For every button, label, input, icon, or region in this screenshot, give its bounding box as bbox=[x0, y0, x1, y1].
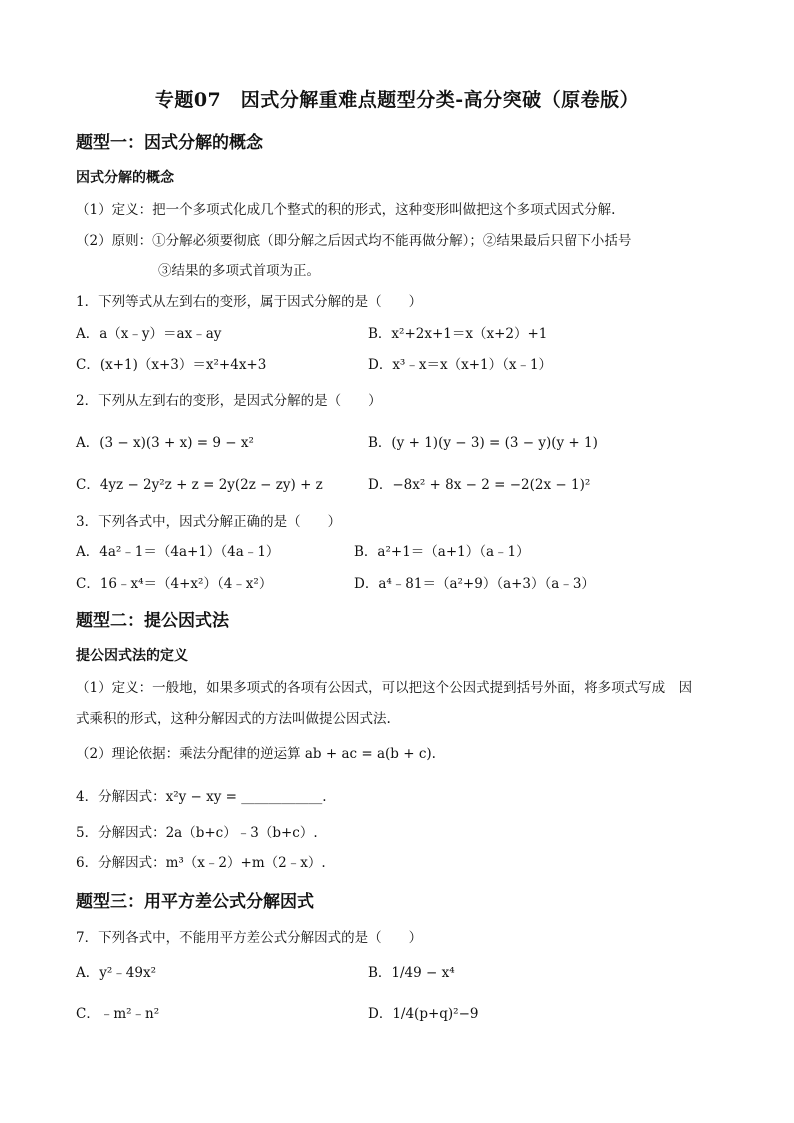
question-2-option-a: A．(3 − x)(3 + x) = 9 − x² bbox=[76, 435, 254, 451]
principle-2: ③结果的多项式首项为正。 bbox=[158, 263, 320, 279]
question-1-option-c: C．(x+1)（x+3）＝x²+4x+3 bbox=[76, 357, 267, 373]
question-1-option-d: D．x³﹣x＝x（x+1）（x﹣1） bbox=[368, 357, 553, 373]
theory-basis: （2）理论依据：乘法分配律的逆运算 ab + ac = a(b + c). bbox=[76, 746, 436, 762]
question-1-option-a: A．a（x﹣y）＝ax﹣ay bbox=[76, 326, 222, 342]
question-3-option-a: A．4a²﹣1＝（4a+1）（4a﹣1） bbox=[76, 544, 280, 560]
section-heading-3: 题型三：用平方差公式分解因式 bbox=[76, 892, 314, 912]
question-1-stem: 1．下列等式从左到右的变形，属于因式分解的是（ ） bbox=[76, 294, 423, 310]
definition-2-line-1: （1）定义：一般地，如果多项式的各项有公因式，可以把这个公因式提到括号外面，将多项式写成 因 bbox=[76, 680, 693, 696]
question-2-option-d: D．−8x² + 8x − 2 = −2(2x − 1)² bbox=[368, 477, 591, 493]
question-7-option-d: D．1/4(p+q)²−9 bbox=[368, 1006, 479, 1022]
question-4-stem: 4．分解因式：x²y − xy = ____________. bbox=[76, 789, 327, 805]
question-2-option-c: C．4yz − 2y²z + z = 2y(2z − zy) + z bbox=[76, 477, 323, 493]
question-7-option-b: B．1/49 − x⁴ bbox=[368, 965, 455, 981]
definition-1: （1）定义：把一个多项式化成几个整式的积的形式，这种变形叫做把这个多项式因式分解. bbox=[76, 202, 616, 218]
question-2-stem: 2．下列从左到右的变形，是因式分解的是（ ） bbox=[76, 393, 382, 409]
question-2-option-b: B．(y + 1)(y − 3) = (3 − y)(y + 1) bbox=[368, 435, 598, 451]
question-3-option-b: B．a²+1＝（a+1）（a﹣1） bbox=[354, 544, 530, 560]
question-3-option-d: D．a⁴﹣81＝（a²+9）（a+3）（a﹣3） bbox=[354, 576, 595, 592]
question-3-stem: 3．下列各式中，因式分解正确的是（ ） bbox=[76, 514, 342, 530]
question-5-stem: 5．分解因式：2a（b+c）﹣3（b+c）. bbox=[76, 825, 318, 841]
question-6-stem: 6．分解因式：m³（x﹣2）+m（2﹣x）. bbox=[76, 855, 326, 871]
definition-2-line-2: 式乘积的形式，这种分解因式的方法叫做提公因式法. bbox=[76, 711, 391, 727]
principle-1: （2）原则：①分解必须要彻底（即分解之后因式均不能再做分解）；②结果最后只留下小括号 bbox=[76, 233, 632, 249]
subheading-1: 因式分解的概念 bbox=[76, 170, 174, 186]
subheading-2: 提公因式法的定义 bbox=[76, 648, 188, 664]
question-7-option-a: A．y²﹣49x² bbox=[76, 965, 156, 981]
section-heading-1: 题型一：因式分解的概念 bbox=[76, 133, 263, 153]
page-title: 专题07 因式分解重难点题型分类-高分突破（原卷版） bbox=[154, 89, 640, 111]
question-7-option-c: C．﹣m²﹣n² bbox=[76, 1006, 160, 1022]
section-heading-2: 题型二：提公因式法 bbox=[76, 611, 229, 631]
question-3-option-c: C．16﹣x⁴＝（4+x²）（4﹣x²） bbox=[76, 576, 273, 592]
question-7-stem: 7．下列各式中，不能用平方差公式分解因式的是（ ） bbox=[76, 930, 423, 946]
question-1-option-b: B．x²+2x+1＝x（x+2）+1 bbox=[368, 326, 548, 342]
